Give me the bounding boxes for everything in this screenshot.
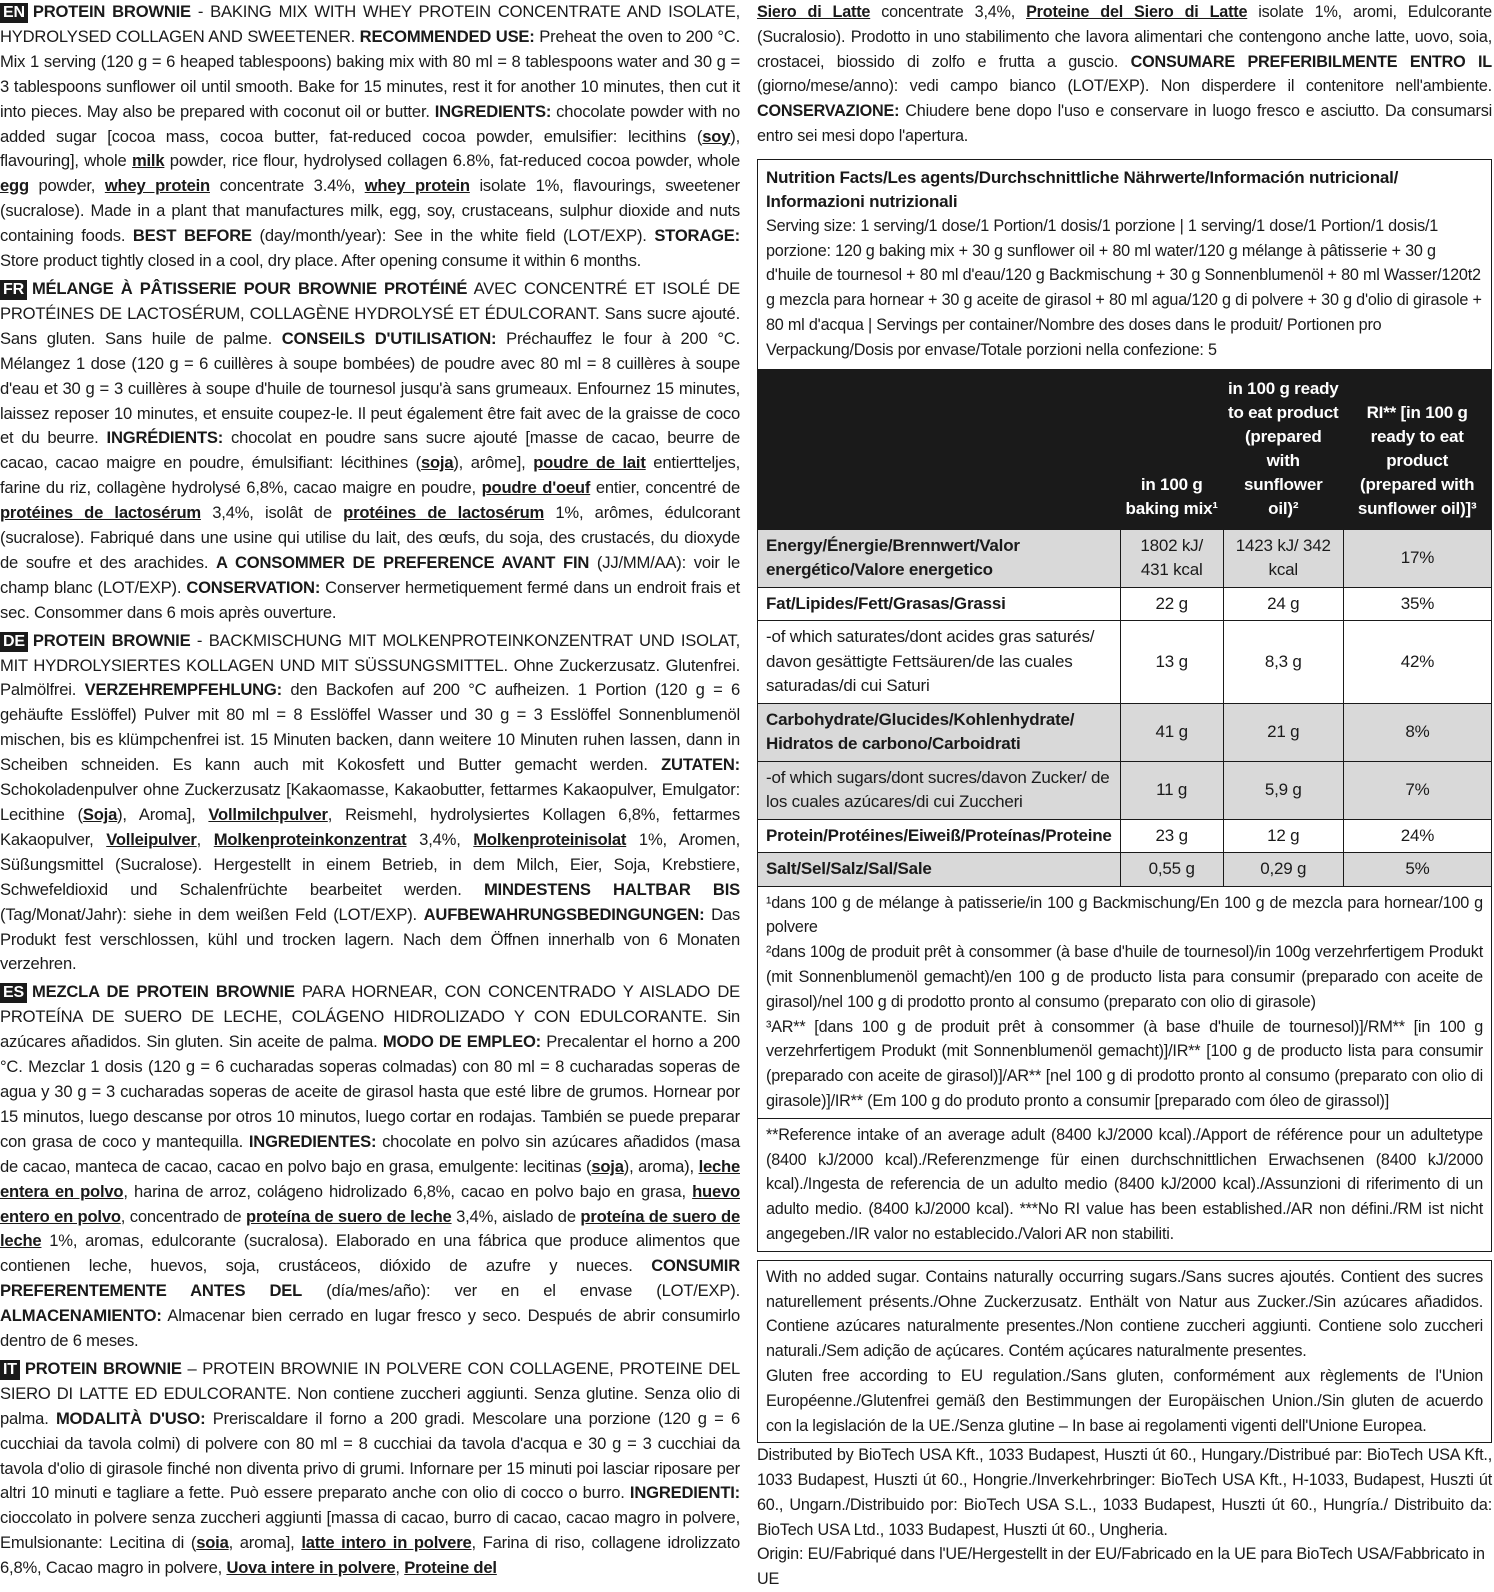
text: chocolat en poudre sans sucre ajouté [masse de cacao, beurre de cacao, cacao maigre en poudre, émulsifiant: lécithines ( (0, 428, 740, 473)
text: ), flavouring], whole (0, 126, 740, 171)
heading-use: MODO DE EMPLEO: (382, 1032, 541, 1052)
title-en: PROTEIN BROWNIE (32, 2, 191, 21)
reference-intake-note: **Reference intake of an average adult (8400 kJ/2000 kcal)./Apport de référence pour un adultetype (8400 kJ/2000 kcal)./Referenzmenge für einen durchschnittlichen Erwachsenen (8400 kJ/2000 kcal)./Ingesta de referencia de un adulto medio (8400 kJ/2000 kcal)./Assunzioni di riferimento di un adulto medio. (8400 kJ/2000 kcal). ***No RI value has been established./AR non défini./RM ist nicht angegeben./IR valor no establecido./Valori AR non stabiliti. (757, 1119, 1492, 1252)
heading-ingredients: INGREDIENTI: (629, 1483, 740, 1503)
text: Das Produkt fest verschlossen, kühl und trocken lagern. Nach dem Öffnen innerhalb von 6 Monaten verzehren. (0, 904, 740, 974)
lang-badge-es: ES (0, 983, 27, 1003)
heading-storage: CONSERVATION: (186, 577, 321, 597)
title-it: PROTEIN BROWNIE (24, 1358, 182, 1378)
section-es (0, 980, 740, 1354)
text: 3,4%, isolât de (200, 503, 344, 523)
cell: 21 g (1223, 703, 1343, 761)
italian-continuation (757, 0, 1492, 149)
table-row-carbohydrate (758, 703, 1491, 761)
header-ready-to-eat: in 100 g ready to eat product (prepared with sunflower oil)² (1223, 369, 1343, 530)
allergen: Proteine del Siero di Latte (1026, 3, 1248, 21)
row-label: -of which saturates/dont acides gras saturés/ davon gesättigte Fettsäuren/de las cuales saturadas/di cui Saturi (758, 621, 1120, 704)
allergen: proteína de suero de leche (246, 1206, 452, 1226)
text: 1%, arômes, édulcorant (sucralose). Fabriqué dans une usine qui utilise du lait, des œufs, du soja, des crustacés, du dioxyde de soufre et des arachides. (0, 503, 740, 572)
table-row-sugars (758, 761, 1491, 819)
row-label: Energy/Énergie/Brennwert/Valor energético/Valore energetico (758, 529, 1120, 587)
row-label: Protein/Protéines/Eiweiß/Proteínas/Proteine (758, 819, 1120, 853)
cell: 13 g (1120, 621, 1223, 704)
footnote-3: ³AR** [dans 100 g de produit prêt à consommer (à base d'huile de tournesol)]/RM** [in 100 g verzehrfertigem Produkt (mit Sonnenblumenöl gemacht)]/IR** [100 g de producto lista para consumir (preparado con aceite de girasol)]/AR** [nel 100 g di prodotto pronto al consumo (preparato con olio di girasole)]/IR** (Em 100 g do produto pronto a consumir [preparado com óleo de girassol)] (766, 1017, 1483, 1110)
allergen: soia (196, 1533, 229, 1553)
table-row-saturates (758, 621, 1491, 704)
heading-use: CONSEILS D'UTILISATION: (281, 328, 497, 348)
text: ), arôme], (453, 453, 534, 473)
text: 1%, Aromen, Süßungsmittel (Sucralose). Hergestellt in einem Betrieb, in dem Milch, Eier, Soja, Krebstiere, Schwefeldioxid und Schalenfrüchte bearbeitet werden. (0, 829, 740, 899)
nutrition-facts-box (757, 159, 1492, 1119)
section-it (0, 1357, 740, 1581)
sugar-gluten-box (757, 1260, 1492, 1444)
text: , aroma], (228, 1533, 302, 1553)
text: den Backofen auf 200 °C aufheizen. 1 Portion (120 g = 6 gehäufte Esslöffel) Pulver mit 80 ml = 8 Esslöffel Wasser und 30 g = 3 Esslöffel Sonnenblumenöl mischen, bis es klümpchenfrei ist. 15 Minuten backen, dann weitere 10 Minuten ruhen lassen, dann in Scheiben schneiden. Es kann auch mit Kokosfett und Butter gemacht werden. (0, 680, 740, 775)
text: entiertteljes, farine du riz, collagène hydrolysé 6,8%, cacao maigre en poudre, (0, 453, 740, 498)
text: PARA HORNEAR, CON CONCENTRADO Y AISLADO DE PROTEÍNA DE SUERO DE LECHE, COLÁGENO HIDROLIZADO Y CON EDULCORANTE. Sin azúcares añadidos. Sin gluten. Sin aceite de palma. (0, 982, 740, 1052)
text: (day/month/year): See in the white field (LOT/EXP). (251, 226, 655, 246)
lang-badge-it: IT (0, 1360, 20, 1380)
text: Chiudere bene dopo l'uso e conservare in luogo fresco e asciutto. Da consumarsi entro sei mesi dopo l'apertura. (757, 102, 1492, 145)
heading-ingredients: INGRÉDIENTS: (106, 428, 224, 448)
allergen: Uova intere in polvere (226, 1558, 396, 1578)
allergen: Vollmilchpulver (208, 805, 328, 824)
text: – PROTEIN BROWNIE IN POLVERE CON COLLAGENE, PROTEINE DEL SIERO DI LATTE ED EDULCORANTE. Non contiene zuccheri aggiunti. Senza glutine. Senza olio di palma. (0, 1358, 740, 1428)
text: cioccolato in polvere senza zuccheri aggiunti [massa di cacao, burro di cacao, cacao magro in polvere, Emulsionante: Lecitina di ( (0, 1508, 740, 1553)
allergen: whey protein (104, 176, 210, 196)
table-row-energy (758, 529, 1491, 587)
text: - BAKING MIX WITH WHEY PROTEIN CONCENTRATE AND ISOLATE, HYDROLYSED COLLAGEN AND SWEETENER. (0, 2, 740, 46)
text: concentrate 3,4%, (870, 3, 1027, 21)
header-ri: RI** [in 100 g ready to eat product (prepared with sunflower oil)]³ (1343, 369, 1491, 530)
allergen: egg (0, 176, 29, 196)
heading-storage: STORAGE: (654, 226, 740, 246)
sugar-statement: With no added sugar. Contains naturally occurring sugars./Sans sucres ajoutés. Contient des sucres naturellement présents./Ohne Zuckerzusatz. Enthält von Natur aus Zucker./Sin azúcares añadidos. Contiene azúcares naturalmente presentes./Non contiene zuccheri aggiunti. Contiene solo zuccheri naturali./Sem adição de açúcares. Contém açúcares naturalmente presentes. (766, 1267, 1483, 1361)
cell: 41 g (1120, 703, 1223, 761)
row-label: Salt/Sel/Salz/Sal/Sale (758, 853, 1120, 886)
text: ), aroma), (623, 1156, 699, 1176)
origin-text: Origin: EU/Fabriqué dans l'UE/Hergestellt in der EU/Fabricado en la UE para BioTech USA/Fabbricato in UE (757, 1545, 1485, 1589)
section-en (0, 0, 740, 274)
text: , Farina di riso, collagene idrolizzato 6,8%, Cacao magro in polvere, (0, 1533, 741, 1578)
section-de (0, 629, 740, 978)
title-es: MEZCLA DE PROTEIN BROWNIE (31, 982, 295, 1002)
heading-ingredients: ZUTATEN: (661, 755, 740, 775)
text: Préchauffez le four à 200 °C. Mélangez 1 dose (120 g = 6 cuillères à soupe bombées) de poudre avec 80 ml = 8 cuillères à soupe d'eau et 30 g = 3 cuillères à soupe d'huile de tournesol jusqu'à sans grumeaux. Enfournez 15 minutes, laissez reposer 10 minutes, et ensuite coupez-le. Il peut également être fait avec de la graisse de coco et du beurre. (0, 328, 740, 448)
allergen: milk (131, 151, 165, 171)
text: Preriscaldare il forno a 200 gradi. Mescolare una porzione (120 g = 6 cucchiai da tavola colmi) di polvere con 80 ml = 8 cucchiai da tavola d'acqua e 30 g = 3 cucchiai da tavola d'olio di girasole finché non diventa privo di grumi. Infornare per 15 minuti poi lasciar riposare per altri 10 minuti e tagliare a fette. Può essere preparato anche con olio di cocco o burro. (0, 1408, 740, 1503)
text: chocolate powder with no added sugar [cocoa mass, cocoa butter, fat-reduced cocoa powder, emulsifier: lecithins ( (0, 101, 740, 146)
heading-best-before: BEST BEFORE (132, 226, 252, 246)
table-row-fat (758, 587, 1491, 621)
allergen: soja (591, 1156, 624, 1176)
header-baking-mix: in 100 g baking mix¹ (1120, 369, 1223, 530)
text: Store product tightly closed in a cool, dry place. After opening consume it within 6 months. (0, 251, 642, 271)
cell: 1802 kJ/ 431 kcal (1120, 529, 1223, 587)
cell: 35% (1343, 587, 1491, 621)
footnotes (758, 886, 1491, 1118)
heading-ingredients: INGREDIENTES: (248, 1131, 377, 1151)
cell: 1423 kJ/ 342 kcal (1223, 529, 1343, 587)
nutrition-column (757, 0, 1492, 1589)
heading-storage: CONSERVAZIONE: (757, 102, 900, 121)
text: 3,4%, (406, 829, 474, 849)
title-fr: MÉLANGE À PÂTISSERIE POUR BROWNIE PROTÉINÉ (31, 278, 468, 298)
cell: 17% (1343, 529, 1491, 587)
allergen: Proteine del (404, 1558, 497, 1578)
cell: 22 g (1120, 587, 1223, 621)
heading-best-before: MINDESTENS HALTBAR BIS (483, 879, 740, 899)
text: ), Aroma], (117, 805, 209, 824)
text: powder, (28, 176, 105, 196)
serving-size-text: Serving size: 1 serving/1 dose/1 Portion/1 dosis/1 porzione | 1 serving/1 dose/1 Portion/1 dosis/1 porzione: 120 g baking mix + 30 g sunflower oil + 80 ml water/120 g mélange à pâtisserie + 30 g d'huile de tournesol + 80 ml d'eau/120 g Backmischung + 30 g Sonnenblumenöl + 80 ml Wasser/120t2 g mezcla para hornear + 30 g aceite de girasol + 80 ml agua/120 g di polvere + 30 g d'olio di girasole + 80 ml d'acqua | Servings per container/Nombre des doses dans le produit/ Portionen pro Verpackung/Dosis por envase/Totale porzioni nella confezione: 5 (766, 216, 1482, 359)
text: (día/mes/año): ver en el envase (LOT/EXP). (302, 1281, 740, 1301)
nutrition-table (758, 369, 1491, 886)
allergen: poudre de lait (533, 453, 646, 473)
section-fr (0, 277, 740, 626)
footnote-1: ¹dans 100 g de mélange à patisserie/in 100 g Backmischung/En 100 g de mezcla para hornear/100 g polvere (766, 893, 1483, 937)
cell: 5% (1343, 853, 1491, 886)
text: chocolate en polvo sin azúcares añadidos (masa de cacao, manteca de cacao, cacao en polvo bajo en grasa, emulgente: lecitinas ( (0, 1131, 740, 1176)
text: , harina de arroz, colágeno hidrolizado 6,8%, cacao en polvo bajo en grasa, (123, 1181, 693, 1201)
allergen: Molkenproteinkonzentrat (213, 829, 407, 849)
text: Precalentar el horno a 200 °C. Mezclar 1 dosis (120 g = 6 cucharadas soperas colmadas) con 80 ml = 8 cucharadas soperas de agua y 30 g = 3 cucharadas soperas de aceite de girasol hasta que esté libre de grumos. Hornear por 15 minutos, luego descanse por otros 10 minutos, luego cortar en rodajas. También se puede preparar con grasa de coco y mantequilla. (0, 1032, 740, 1151)
text: isolate 1%, flavourings, sweetener (sucralose). Made in a plant that manufactures milk, egg, soy, crustaceans, sulphur dioxide and nuts containing foods. (0, 176, 740, 246)
text: (Tag/Monat/Jahr): siehe in dem weißen Feld (LOT/EXP). (0, 904, 424, 924)
heading-best-before: CONSUMIR PREFERENTEMENTE ANTES DEL (0, 1256, 740, 1301)
cell: 24% (1343, 819, 1491, 853)
cell: 0,29 g (1223, 853, 1343, 886)
allergen: Soja (82, 805, 118, 824)
text: , (196, 829, 214, 849)
text: - BACKMISCHUNG MIT MOLKENPROTEINKONZENTRAT UND ISOLAT, MIT HYDROLYSIERTES KOLLAGEN UND MIT SÜSSUNGSMITTEL. Ohne Zuckerzusatz. Glutenfrei. Palmölfrei. (0, 630, 740, 700)
text: , (395, 1558, 405, 1578)
text: powder, rice flour, hydrolysed collagen 6.8%, fat-reduced cocoa powder, whole (164, 151, 740, 171)
cell: 42% (1343, 621, 1491, 704)
table-row-salt (758, 853, 1491, 886)
heading-ingredients: INGREDIENTS: (434, 101, 552, 121)
cell: 8,3 g (1223, 621, 1343, 704)
cell: 5,9 g (1223, 761, 1343, 819)
heading-best-before: CONSUMARE PREFERIBILMENTE ENTRO IL (1130, 52, 1492, 71)
allergen: soja (420, 453, 454, 473)
table-row-protein (758, 819, 1491, 853)
allergen: proteína de suero de leche (0, 1206, 740, 1251)
heading-use: MODALITÀ D'USO: (55, 1408, 206, 1428)
lang-badge-en: EN (0, 3, 28, 23)
gluten-statement: Gluten free according to EU regulation./Sans gluten, conformément aux règlements de l'Union Européenne./Glutenfrei gemäß den Bestimmungen der Europäischen Union./Sin gluten de acuerdo con la legislación de la UE./Senza glutine – In base ai regolamenti vigenti dell'Unione Europea. (766, 1366, 1483, 1435)
allergen: protéines de lactosérum (0, 503, 201, 523)
text: entier, concentré de (590, 478, 741, 498)
text: Schokoladenpulver ohne Zuckerzusatz [Kakaomasse, Kakaobutter, fettarmes Kakaopulver, Emulgator: Lecithine ( (0, 780, 740, 824)
cell: 7% (1343, 761, 1491, 819)
lang-badge-de: DE (0, 632, 28, 652)
text: Almacenar bien cerrado en lugar fresco y seco. Después de abrir consumirlo dentro de 6 meses. (0, 1306, 740, 1351)
heading-use: VERZEHREMPFEHLUNG: (84, 680, 282, 700)
cell: 12 g (1223, 819, 1343, 853)
heading-use: RECOMMENDED USE: (359, 26, 535, 46)
text: Preheat the oven to 200 °C. Mix 1 serving (120 g = 6 heaped tablespoons) baking mix with 80 ml = 8 tablespoons water and 30 g = 3 tablespoons sunflower oil until smooth. Bake for 15 minutes, rest it for another 10 minutes, then cut it into pieces. May also be prepared with coconut oil or butter. (0, 26, 740, 121)
allergen: huevo entero en polvo (0, 1181, 740, 1226)
heading-storage: ALMACENAMIENTO: (0, 1306, 162, 1326)
allergen: Volleipulver (106, 829, 197, 849)
multilingual-text-column (0, 0, 741, 1578)
allergen: latte intero in polvere (301, 1533, 472, 1553)
text: , Reismehl, hydrolysiertes Kollagen 6,8%, fettarmes Kakaopulver, (0, 805, 740, 849)
heading-storage: AUFBEWAHRUNGSBEDINGUNGEN: (423, 904, 705, 924)
text: (JJ/MM/AA): voir le champ blanc (LOT/EXP). (0, 552, 740, 597)
text: AVEC CONCENTRÉ ET ISOLÉ DE PROTÉINES DE LACTOSÉRUM, COLLAGÈNE HYDROLYSÉ ET ÉDULCORANT. Sans sucre ajouté. Sans gluten. Sans huile de palme. (0, 278, 741, 348)
header-blank (758, 369, 1120, 530)
allergen: protéines de lactosérum (343, 503, 545, 523)
text: (giorno/mese/anno): vedi campo bianco (LOT/EXP). Non disperdere il contenitore nell'ambiente. (757, 77, 1492, 96)
cell: 0,55 g (1120, 853, 1223, 886)
lang-badge-fr: FR (0, 280, 27, 300)
allergen: leche entera en polvo (0, 1156, 740, 1201)
footnote-2: ²dans 100g de produit prêt à consommer (à base d'huile de tournesol)/in 100g verzehrfertigem Produkt (mit Sonnenblumenöl gemacht)/en 100 g de producto lista para consumir (preparado con aceite de girasol)/nel 100 g di prodotto pronto al consumo (preparato con olio di girasole) (766, 943, 1483, 1011)
text: 1%, aromas, edulcorante (sucralosa). Elaborado en una fábrica que produce alimentos que contienen leche, huevos, soja, crustáceos, dióxido de azufre y nueces. (0, 1231, 740, 1276)
cell: 24 g (1223, 587, 1343, 621)
allergen: soy (702, 126, 731, 146)
nutrition-facts-title: Nutrition Facts/Les agents/Durchschnittliche Nährwerte/Información nutricional/ Informazioni nutrizionali (766, 167, 1399, 211)
row-label: Fat/Lipides/Fett/Grasas/Grassi (758, 587, 1120, 621)
text: , concentrado de (120, 1206, 247, 1226)
title-de: PROTEIN BROWNIE (32, 630, 191, 650)
allergen: poudre d'oeuf (481, 478, 591, 498)
row-label: -of which sugars/dont sucres/davon Zucker/ de los cuales azúcares/di cui Zuccheri (758, 761, 1120, 819)
text: concentrate 3.4%, (209, 176, 365, 196)
text: 3,4%, aislado de (451, 1206, 581, 1226)
allergen: Siero di Latte (757, 3, 871, 21)
table-header-row (758, 369, 1491, 530)
cell: 11 g (1120, 761, 1223, 819)
heading-best-before: A CONSOMMER DE PREFERENCE AVANT FIN (216, 552, 590, 572)
distributor-text: Distributed by BioTech USA Kft., 1033 Budapest, Huszti út 60., Hungary./Distribué par: BioTech USA Kft., 1033 Budapest, Huszti út 60., Hongrie./Inverkehrbringer: BioTech USA Kft., H-1033, Budapest, Huszti út 60., Ungarn./Distribuido por: BioTech USA S.L., 1033 Budapest, Huszti út 60., Hungría./ Distribuito da: BioTech USA Ltd., 1033 Budapest, Huszti út 60., Ungheria. (757, 1446, 1492, 1539)
row-label: Carbohydrate/Glucides/Kohlenhydrate/ Hidratos de carbono/Carboidrati (758, 703, 1120, 761)
text: isolate 1%, aromi, Edulcorante (Sucralosio). Prodotto in uno stabilimento che lavora alimentari che contengono anche latte, uovo, soia, crostacei, biossido di zolfo e frutta a guscio. (757, 3, 1492, 71)
allergen: Molkenproteinisolat (473, 829, 627, 849)
cell: 8% (1343, 703, 1491, 761)
cell: 23 g (1120, 819, 1223, 853)
text: Conserver hermetiquement fermé dans un endroit frais et sec. Consommer dans 6 mois après ouverture. (0, 577, 740, 622)
allergen: whey protein (364, 176, 470, 196)
